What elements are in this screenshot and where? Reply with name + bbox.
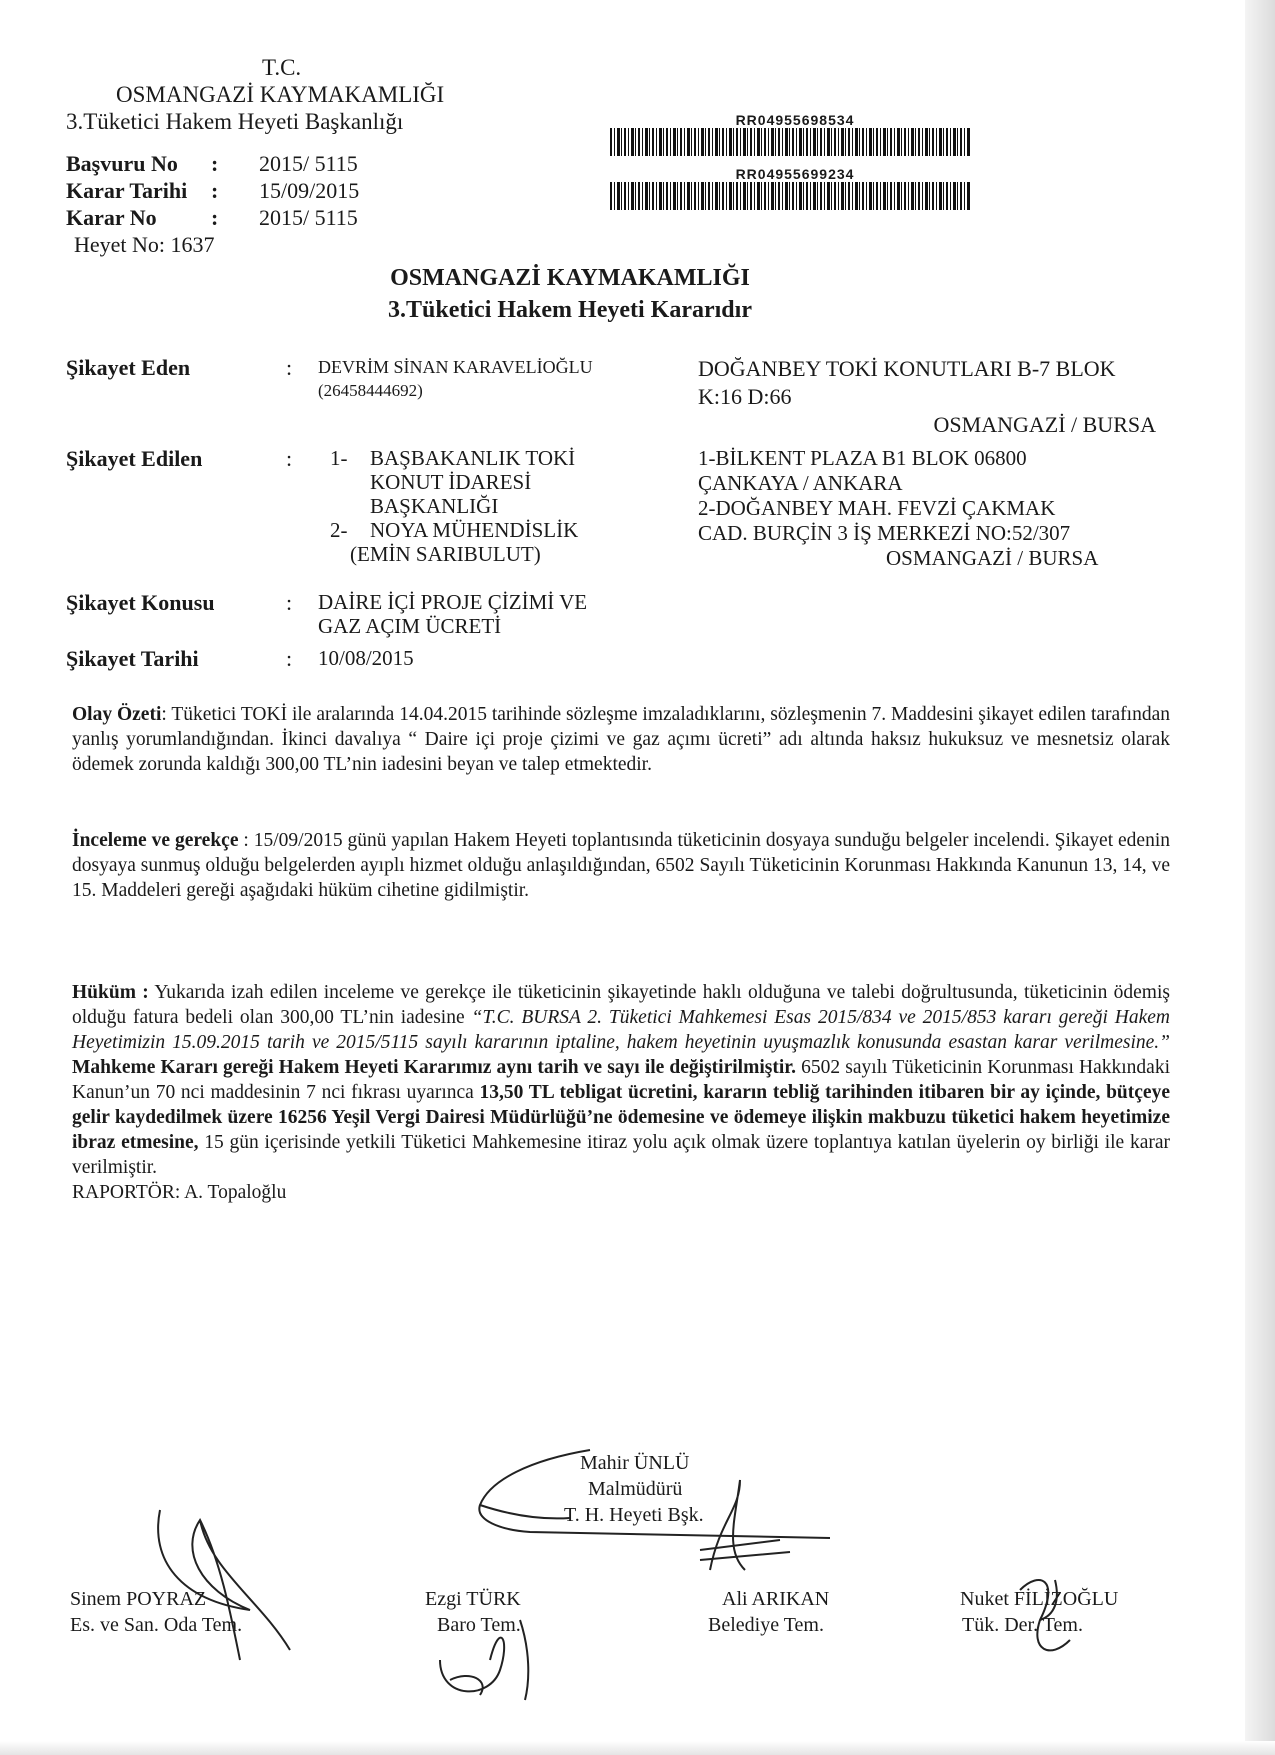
meta-karar-no	[66, 204, 359, 231]
hukum-t4: 6502 sayılı Tüketicinin Korunması Hakkındaki Kanun’un 70 nci maddesinin 7 nci fıkrası uyarınca	[72, 1057, 1170, 1103]
item-1-line: KONUT İDARESİ	[370, 470, 532, 494]
sikayet-edilen-addresses	[698, 446, 1158, 571]
meta-karar-tarihi	[66, 177, 359, 204]
s2-name: Ezgi TÜRK	[425, 1588, 521, 1610]
handwritten-signature-s4	[1000, 1560, 1120, 1680]
sikayet-edilen-item-1	[330, 446, 660, 518]
edilen-address-line: 2-DOĞANBEY MAH. FEVZİ ÇAKMAK	[698, 496, 1056, 520]
handwritten-signature-s2	[430, 1600, 550, 1710]
sikayet-edilen-label: Şikayet Edilen	[66, 446, 203, 471]
edilen-address-line: ÇANKAYA / ANKARA	[698, 471, 903, 495]
sikayet-eden-address-line2: K:16 D:66	[698, 384, 792, 409]
sikayet-eden-label: Şikayet Eden	[66, 355, 191, 380]
s3-role: Belediye Tem.	[708, 1614, 824, 1636]
raportor: RAPORTÖR: A. Topaloğlu	[72, 1182, 287, 1203]
edilen-address-line: OSMANGAZİ / BURSA	[886, 546, 1099, 570]
inceleme-text: : 15/09/2015 günü yapılan Hakem Heyeti toplantısında tüketicinin dosyaya sunduğu belgeler incelendi. Şikayet edenin dosyaya sunmuş olduğu belgelerden ayıplı hizmet olduğu anlaşıldığından, 6502 Sayılı Tüketicinin Korunması Hakkında Kanunun 13, 14, ve 15. Maddeleri gereği aşağıdaki hüküm cihetine gidilmiştir.	[72, 830, 1171, 901]
barcode-1-bars	[610, 128, 970, 156]
handwritten-signature-chair	[470, 1420, 850, 1610]
tarih-value: 10/08/2015	[318, 646, 414, 670]
konu-value	[318, 590, 587, 638]
header-kaymakamlik: OSMANGAZİ KAYMAKAMLIĞI	[116, 82, 445, 107]
barcode-2-number: RR04955699234	[735, 166, 855, 182]
konu-label: Şikayet Konusu	[66, 590, 215, 615]
hukum-t1: Yukarıda izah edilen inceleme ve gerekçe ile tüketicinin şikayetinde haklı olduğuna ve talebi doğrultusunda, tüketicinin ödemiş olduğu fatura bedeli olan 300,00 TL’nin iadesine	[72, 982, 1170, 1028]
barcode-2-bars	[610, 182, 970, 210]
inceleme-lead: İnceleme ve gerekçe	[72, 830, 239, 851]
karar-no-label: Karar No	[66, 205, 157, 230]
sikayet-edilen-item-2	[330, 518, 660, 566]
item-2-line: NOYA MÜHENDİSLİK	[370, 518, 579, 542]
konu-line1: DAİRE İÇİ PROJE ÇİZİMİ VE	[318, 590, 588, 614]
hukum	[72, 980, 1170, 1205]
barcode-1	[605, 112, 985, 166]
s2-role: Baro Tem.	[437, 1614, 521, 1636]
hukum-t6: 15 gün içerisinde yetkili Tüketici Mahkemesine itiraz yolu açık olmak üzere toplantıya katılan üyelerin oy birliği ile karar verilmiştir.	[72, 1132, 1170, 1178]
s4-role: Tük. Der. Tem.	[962, 1614, 1083, 1636]
basvuru-label: Başvuru No	[66, 151, 178, 176]
meta-basvuru	[66, 150, 359, 177]
document-title	[360, 262, 780, 326]
handwritten-signature-s1	[140, 1490, 300, 1670]
meta-colon: :	[211, 151, 219, 176]
basvuru-value: 2015/ 5115	[259, 151, 358, 176]
meta-block	[66, 150, 359, 258]
header-baskanlik: 3.Tüketici Hakem Heyeti Başkanlığı	[66, 109, 404, 134]
karar-tarihi-label: Karar Tarihi	[66, 178, 188, 203]
s4-name: Nuket FİLİZOĞLU	[960, 1588, 1119, 1610]
olay-lead: Olay Özeti	[72, 704, 162, 725]
colon-1: :	[286, 355, 293, 380]
s1-name: Sinem POYRAZ	[70, 1588, 207, 1610]
tarih-label: Şikayet Tarihi	[66, 646, 199, 671]
sikayet-eden-address-line3: OSMANGAZİ / BURSA	[933, 412, 1156, 437]
olay-ozeti	[72, 702, 1170, 777]
title-line1: OSMANGAZİ KAYMAKAMLIĞI	[390, 265, 750, 291]
chair-role: T. H. Heyeti Bşk.	[564, 1504, 704, 1526]
colon-4: :	[286, 646, 293, 671]
meta-colon: :	[211, 205, 219, 230]
edilen-address-line: 1-BİLKENT PLAZA B1 BLOK 06800	[698, 446, 1027, 470]
karar-no-value: 2015/ 5115	[259, 205, 358, 230]
hukum-t2: “T.C. BURSA 2. Tüketici Mahkemesi Esas 2015/834 ve 2015/853 kararı gereği Hakem Heyetimizin 15.09.2015 tarih ve 2015/5115 sayılı kararının iptaline, hakem heyetinin uyuşmazlık konusunda esastan karar verilmesine.”	[72, 1007, 1170, 1053]
colon-2: :	[286, 446, 293, 471]
sikayet-eden-name: DEVRİM SİNAN KARAVELİOĞLU	[318, 357, 593, 377]
sikayet-eden-name-block	[318, 355, 593, 403]
sikayet-eden-address-line1: DOĞANBEY TOKİ KONUTLARI B-7 BLOK	[698, 356, 1116, 381]
scan-edge-bottom	[0, 1741, 1275, 1755]
sikayet-eden-address	[698, 355, 1178, 439]
heyet-no: Heyet No: 1637	[74, 232, 215, 257]
title-line2: 3.Tüketici Hakem Heyeti Kararıdır	[388, 297, 752, 323]
item-1-line: BAŞBAKANLIK TOKİ	[370, 446, 576, 470]
item-2-line: (EMİN SARIBULUT)	[350, 542, 541, 566]
hukum-t3: Mahkeme Kararı gereği Hakem Heyeti Kararımız aynı tarih ve sayı ile değiştirilmiştir.	[72, 1057, 796, 1078]
barcode-1-number: RR04955698534	[735, 112, 855, 128]
scan-edge	[1245, 0, 1275, 1755]
item-1-line: BAŞKANLIĞI	[370, 494, 499, 518]
colon-3: :	[286, 590, 293, 615]
hukum-lead: Hüküm :	[72, 982, 149, 1003]
chair-title: Malmüdürü	[588, 1478, 683, 1500]
karar-tarihi-value: 15/09/2015	[259, 178, 360, 203]
konu-line2: GAZ AÇIM ÜCRETİ	[318, 614, 502, 638]
hukum-t5: 13,50 TL tebligat ücretini, kararın tebliğ tarihinden itibaren bir ay içinde, bütçeye gelir kaydedilmek üzere 16256 Yeşil Vergi Dairesi Müdürlüğü’ne ödemesine ve ödemeye ilişkin makbuzu tüketici hakem heyetimize ibraz etmesine,	[72, 1082, 1170, 1153]
item-1-num: 1-	[330, 446, 348, 470]
header-tc: T.C.	[262, 55, 302, 80]
olay-text: : Tüketici TOKİ ile aralarında 14.04.2015 tarihinde sözleşme imzaladıklarını, sözleşmenin 7. Maddesini şikayet edilen tarafından yanlış yorumlandığından. İkinci davalıya “ Daire içi proje çizimi ve gaz açımı ücreti” adı altında haksız hukuksuz ve mesnetsiz olarak ödemek zorunda kaldığı 300,00 TL’nin iadesini beyan ve talep etmektedir.	[72, 704, 1170, 775]
edilen-address-line: CAD. BURÇİN 3 İŞ MERKEZİ NO:52/307	[698, 521, 1071, 545]
item-2-text	[350, 518, 579, 566]
header-block	[66, 54, 536, 135]
barcode-2	[605, 166, 985, 220]
s1-role: Es. ve San. Oda Tem.	[70, 1614, 243, 1636]
item-2-num: 2-	[330, 518, 348, 542]
sikayet-edilen-list	[330, 446, 660, 566]
inceleme	[72, 828, 1170, 903]
item-1-text	[370, 446, 575, 518]
meta-colon: :	[211, 178, 219, 203]
sikayet-eden-id: (26458444692)	[318, 381, 423, 400]
s3-name: Ali ARIKAN	[722, 1588, 830, 1610]
chair-name: Mahir ÜNLÜ	[580, 1452, 690, 1474]
